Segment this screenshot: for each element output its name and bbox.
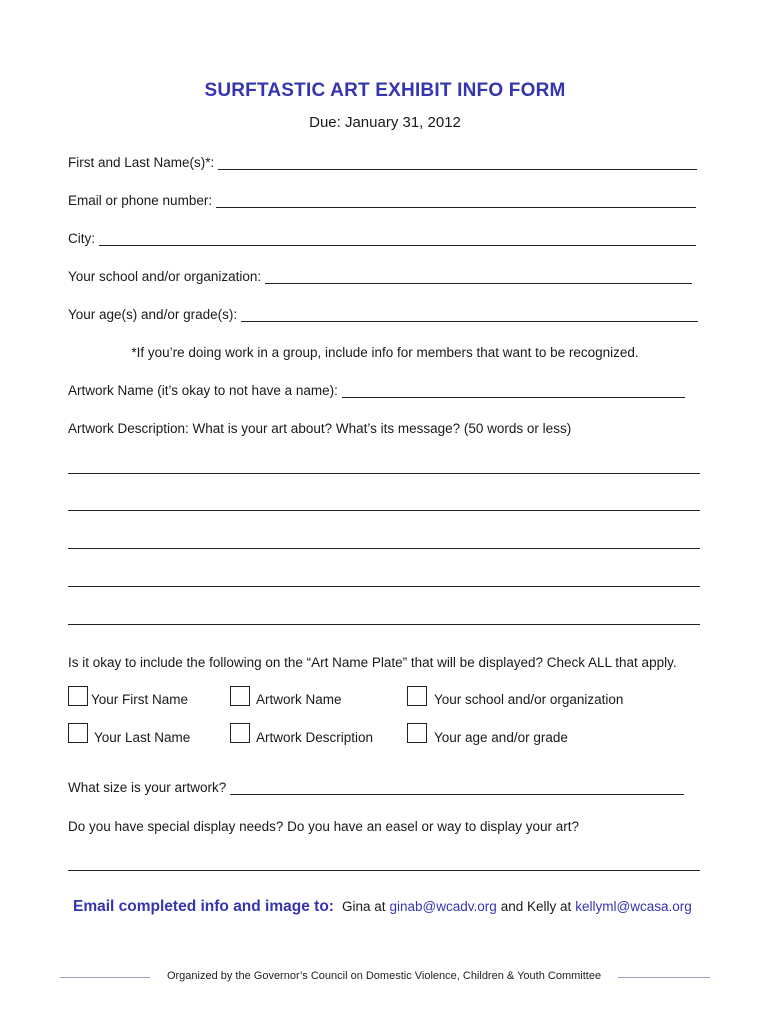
last-name-checkbox[interactable] [68,723,88,743]
artwork-name-field-label: Artwork Name (it’s okay to not have a name): [68,383,338,398]
age-field-line[interactable] [241,307,698,322]
name-plate-prompt: Is it okay to include the following on the “Art Name Plate” that will be displayed? Check ALL that apply. [68,655,677,670]
gina-prefix: Gina at [341,899,386,914]
school-checkbox-label: Your school and/or organization [434,692,624,707]
email-instructions [73,898,692,916]
contact-field-label: Email or phone number: [68,193,213,208]
school-field-label: Your school and/or organization: [68,269,262,284]
footer-rule-right [618,977,710,978]
first-name-checkbox[interactable] [68,686,88,706]
description-line[interactable] [68,624,700,625]
first-name-checkbox-label: Your First Name [91,692,189,707]
description-prompt: Artwork Description: What is your art about? What’s its message? (50 words or less) [68,421,572,436]
name-field-line[interactable] [218,155,697,170]
city-field-line[interactable] [99,231,696,246]
contact-field-line[interactable] [216,193,696,208]
footer-rule-left [60,977,150,978]
age-field-row [68,307,698,322]
last-name-checkbox-label: Your Last Name [94,730,191,745]
age-grade-checkbox[interactable] [407,723,427,743]
age-grade-checkbox-label: Your age and/or grade [434,730,568,745]
footer-text: Organized by the Governor’s Council on Domestic Violence, Children & Youth Committee [166,970,602,982]
description-line[interactable] [68,586,700,587]
kelly-email-link[interactable]: kellyml@wcasa.org [575,899,692,914]
city-field-row [68,231,696,246]
group-note: *If you’re doing work in a group, include info for members that want to be recognized. [131,345,639,360]
size-field-row [68,780,684,795]
size-field-label: What size is your artwork? [68,780,227,795]
artwork-name-checkbox[interactable] [230,686,250,706]
name-field-row [68,155,697,170]
artwork-description-checkbox-label: Artwork Description [256,730,374,745]
school-field-line[interactable] [265,269,692,284]
school-field-row [68,269,692,284]
artwork-description-checkbox[interactable] [230,723,250,743]
age-field-label: Your age(s) and/or grade(s): [68,307,238,322]
school-checkbox[interactable] [407,686,427,706]
display-needs-line[interactable] [68,870,700,871]
contact-field-row [68,193,696,208]
display-needs-prompt: Do you have special display needs? Do you have an easel or way to display your art? [68,819,580,834]
gina-email-link[interactable]: ginab@wcadv.org [389,899,497,914]
description-line[interactable] [68,548,700,549]
description-line[interactable] [68,473,700,474]
name-field-label: First and Last Name(s)*: [68,155,215,170]
email-heading: Email completed info and image to: [73,898,334,915]
artwork-name-field-row [68,383,685,398]
form-title: SURFTASTIC ART EXHIBIT INFO FORM [204,80,566,101]
size-field-line[interactable] [230,780,684,795]
description-line[interactable] [68,510,700,511]
due-date: Due: January 31, 2012 [309,114,461,131]
artwork-name-field-line[interactable] [342,383,685,398]
kelly-prefix: and Kelly at [500,899,572,914]
city-field-label: City: [68,231,95,246]
artwork-name-checkbox-label: Artwork Name [256,692,342,707]
